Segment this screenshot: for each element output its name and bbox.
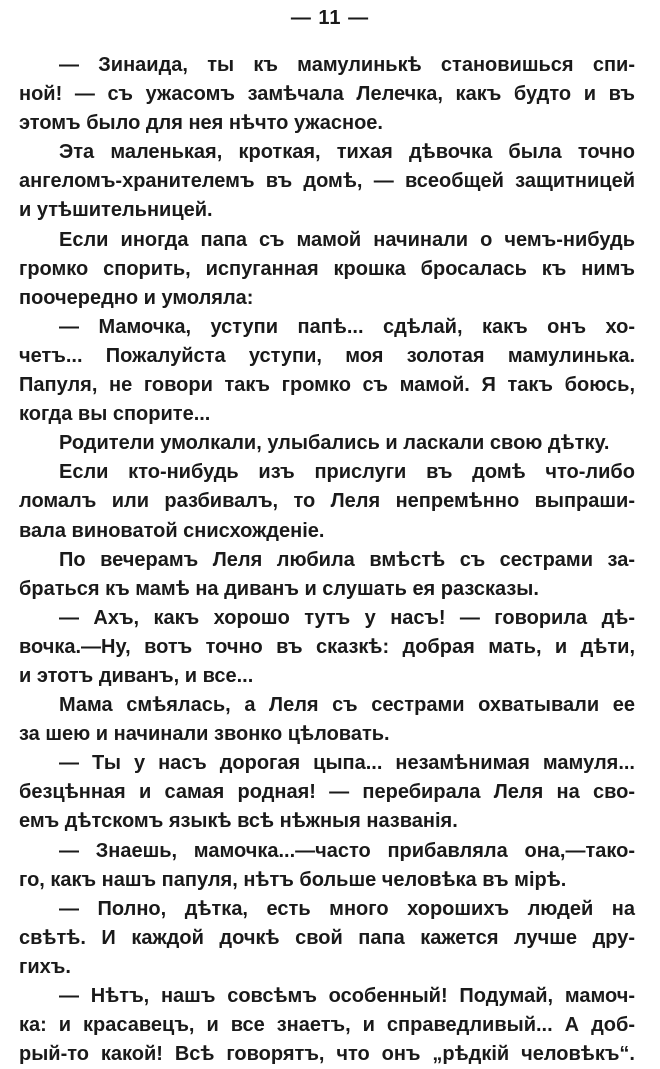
text-line: громко спорить, испуганная крошка бросалась къ нимъ — [19, 257, 635, 280]
text-line: вала виноватой снисхожденіе. — [19, 519, 325, 542]
text-line: — Нѣтъ, нашъ совсѣмъ особенный! Подумай, мамоч- — [59, 985, 635, 1007]
text-line: — Зинаида, ты къ мамулинькѣ становишься спи- — [59, 54, 635, 76]
text-line: безцѣнная и самая родная! — перебирала Леля на сво- — [19, 781, 635, 804]
text-line: вочка.—Ну, вотъ точно въ сказкѣ: добрая мать, и дѣти, — [19, 635, 635, 658]
text-line: когда вы спорите... — [19, 403, 211, 426]
page-number: — 11 — — [290, 7, 370, 29]
page-text — [19, 51, 635, 1069]
text-line: ломалъ или разбивалъ, то Леля непремѣнно выпраши- — [19, 490, 635, 513]
text-line: Если иногда папа съ мамой начинали о чемъ-нибудь — [59, 228, 635, 251]
text-line: — Ахъ, какъ хорошо тутъ у насъ! — говорила дѣ- — [59, 606, 635, 629]
text-line: го, какъ нашъ папуля, нѣтъ больше человѣка въ мірѣ. — [19, 868, 567, 891]
text-line: Мама смѣялась, а Леля съ сестрами охватывали ее — [59, 694, 635, 717]
text-line: и утѣшительницей. — [19, 199, 213, 222]
text-line: браться къ мамѣ на диванъ и слушать ея разсказы. — [19, 577, 539, 600]
text-line: поочередно и умоляла: — [19, 286, 254, 309]
text-line: По вечерамъ Леля любила вмѣстѣ съ сестрами за- — [59, 548, 635, 571]
text-line: свѣтѣ. И каждой дочкѣ свой папа кажется лучше дру- — [19, 926, 635, 949]
text-line: и этотъ диванъ, и все... — [19, 664, 254, 687]
text-line: — Знаешь, мамочка...—часто прибавляла она,—тако- — [59, 839, 635, 862]
text-line: ангеломъ-хранителемъ въ домѣ, — всеобщей защитницей — [19, 170, 635, 193]
text-line: — Полно, дѣтка, есть много хорошихъ людей на — [59, 897, 635, 920]
text-line: ка: и красавецъ, и все знаетъ, и справедливый... А доб- — [19, 1014, 635, 1037]
text-line: Эта маленькая, кроткая, тихая дѣвочка была точно — [59, 141, 635, 164]
text-line: — Мамочка, уступи папѣ... сдѣлай, какъ онъ хо- — [59, 315, 635, 338]
text-line: Папуля, не говори такъ громко съ мамой. Я такъ боюсь, — [19, 374, 635, 397]
text-line: четъ... Пожалуйста уступи, моя золотая мамулинька. — [19, 344, 635, 367]
text-line: емъ дѣтскомъ языкѣ всѣ нѣжныя названія. — [19, 810, 458, 833]
text-line: Родители умолкали, улыбались и ласкали свою дѣтку. — [59, 432, 610, 455]
text-line: — Ты у насъ дорогая цыпа... незамѣнимая мамуля... — [59, 752, 635, 775]
text-line: гихъ. — [19, 955, 71, 978]
text-line: рый-то какой! Всѣ говорятъ, что онъ „рѣдкій человѣкъ“. — [19, 1043, 635, 1066]
text-line: ной! — съ ужасомъ замѣчала Лелечка, какъ будто и въ — [19, 83, 635, 106]
text-line: за шею и начинали звонко цѣловать. — [19, 723, 390, 746]
text-line: этомъ было для нея нѣчто ужасное. — [19, 112, 383, 135]
text-line: Если кто-нибудь изъ прислуги въ домѣ что-либо — [59, 461, 635, 484]
